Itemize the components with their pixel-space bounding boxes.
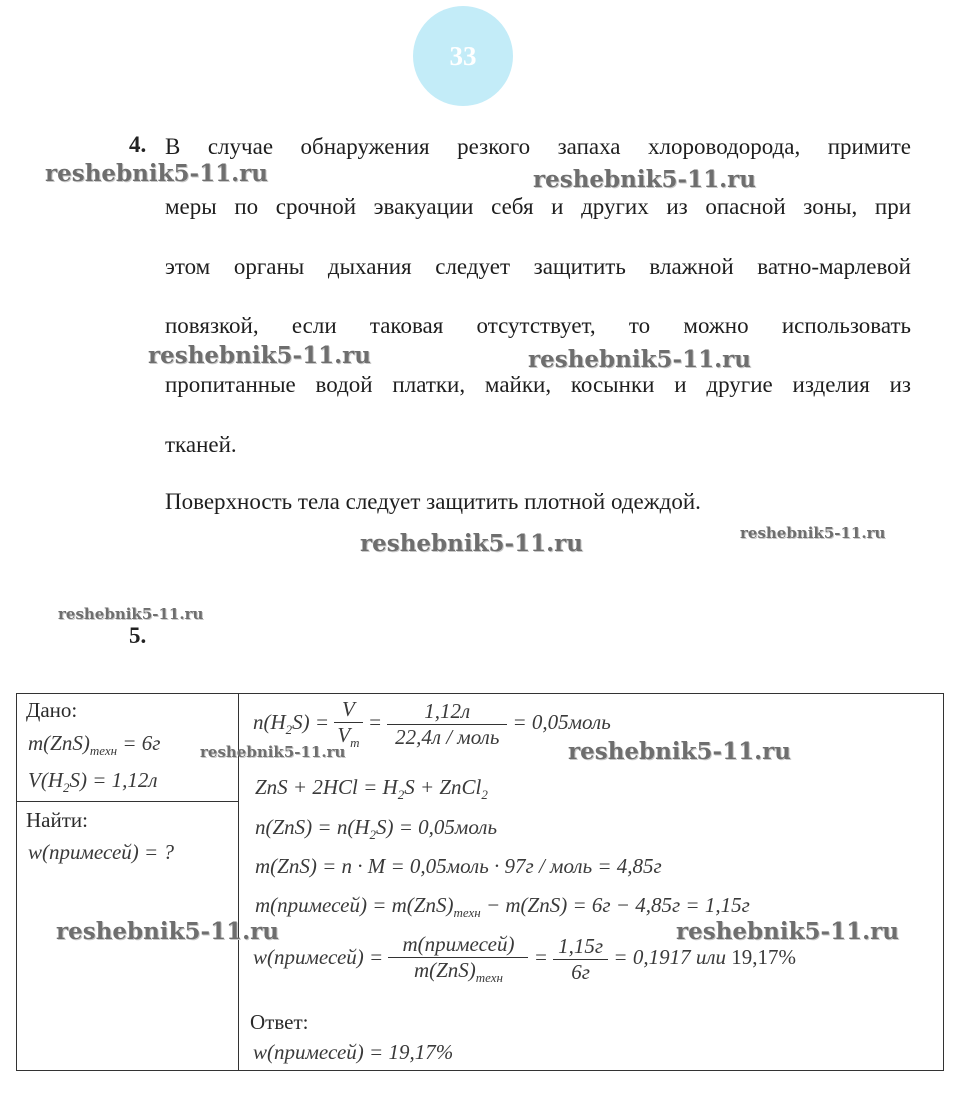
watermark: reshebnik5-11.ru: [200, 743, 346, 761]
solution-line-6: w(примесей) = $\frac{\text{m(примесей)}}{m(ZnS)_{техн}}$ = $\frac{1,15г}{6г}$ = 0,1917 или 19,17%: [253, 932, 796, 985]
task-4-line-6: тканей.: [165, 432, 237, 457]
task-5-number: 5.: [129, 623, 147, 648]
watermark: reshebnik5-11.ru: [528, 346, 751, 373]
watermark: reshebnik5-11.ru: [58, 605, 204, 623]
task-4-line-2: меры по срочной эвакуации себя и других из опасной зоны, при: [165, 194, 911, 219]
watermark: reshebnik5-11.ru: [45, 160, 268, 187]
task-4-line-5: пропитанные водой платки, майки, косынки и другие изделия из: [165, 372, 911, 397]
answer-title: Ответ:: [250, 1010, 309, 1034]
page-number: 33: [449, 40, 477, 71]
watermark: reshebnik5-11.ru: [148, 342, 371, 369]
table-row-divider: [16, 801, 238, 802]
watermark: reshebnik5-11.ru: [568, 738, 791, 765]
watermark: reshebnik5-11.ru: [676, 918, 899, 945]
fraction-v-over-vm: $\frac{V}{V_m}$: [334, 697, 362, 751]
task-4-line-1: В случае обнаружения резкого запаха хлороводорода, примите: [165, 134, 911, 159]
find-title: Найти:: [26, 808, 88, 832]
answer-expression: w(примесей) = 19,17%: [253, 1040, 454, 1064]
solution-line-4: m(ZnS) = n · M = 0,05моль · 97г / моль = 4,85г: [255, 854, 662, 878]
task-4-line-4: повязкой, если таковая отсутствует, то можно использовать: [165, 313, 911, 338]
given-title: Дано:: [26, 698, 78, 722]
watermark: reshebnik5-11.ru: [56, 918, 279, 945]
task-4-line-3: этом органы дыхания следует защитить влажной ватно-марлевой: [165, 254, 911, 279]
solution-line-1: $n(H_2S)$ = $\frac{V}{V_m}$ = $\frac{1,12л}{\text{22,4л / моль}}$ = 0,05моль: [253, 697, 611, 750]
page-number-badge: [413, 6, 513, 106]
given-volume: $V(H_2S) = 1,12л$: [28, 768, 158, 795]
fraction-mass-values: $\frac{1,15г}{6г}$: [553, 934, 608, 985]
task-4-number: 4.: [129, 132, 147, 157]
fraction-volume-values: $\frac{1,12л}{\text{22,4л / моль}}$: [387, 699, 507, 750]
fraction-mass-ratio: $\frac{\text{m(примесей)}}{m(ZnS)_{техн}}$: [388, 932, 528, 986]
solution-line-2-reaction: ZnS + $2HCl = H_2S$ + ZnCl$_2$: [255, 775, 488, 802]
given-mass: $m(ZnS)_{техн} = 6г$: [28, 731, 161, 758]
watermark: reshebnik5-11.ru: [533, 166, 756, 193]
find-expression: w(примесей) = ?: [28, 840, 174, 864]
solution-line-3: $n(ZnS) = n(H_2S)$ = 0,05моль: [255, 815, 498, 842]
task-4-extra-line: Поверхность тела следует защитить плотной одеждой.: [165, 489, 701, 514]
solution-line-5: m(примесей) = $m(ZnS)_{техн} - m(ZnS) = 6г - 4,85г = 1,15г$: [255, 893, 750, 920]
watermark: reshebnik5-11.ru: [740, 524, 886, 542]
watermark: reshebnik5-11.ru: [360, 530, 583, 557]
